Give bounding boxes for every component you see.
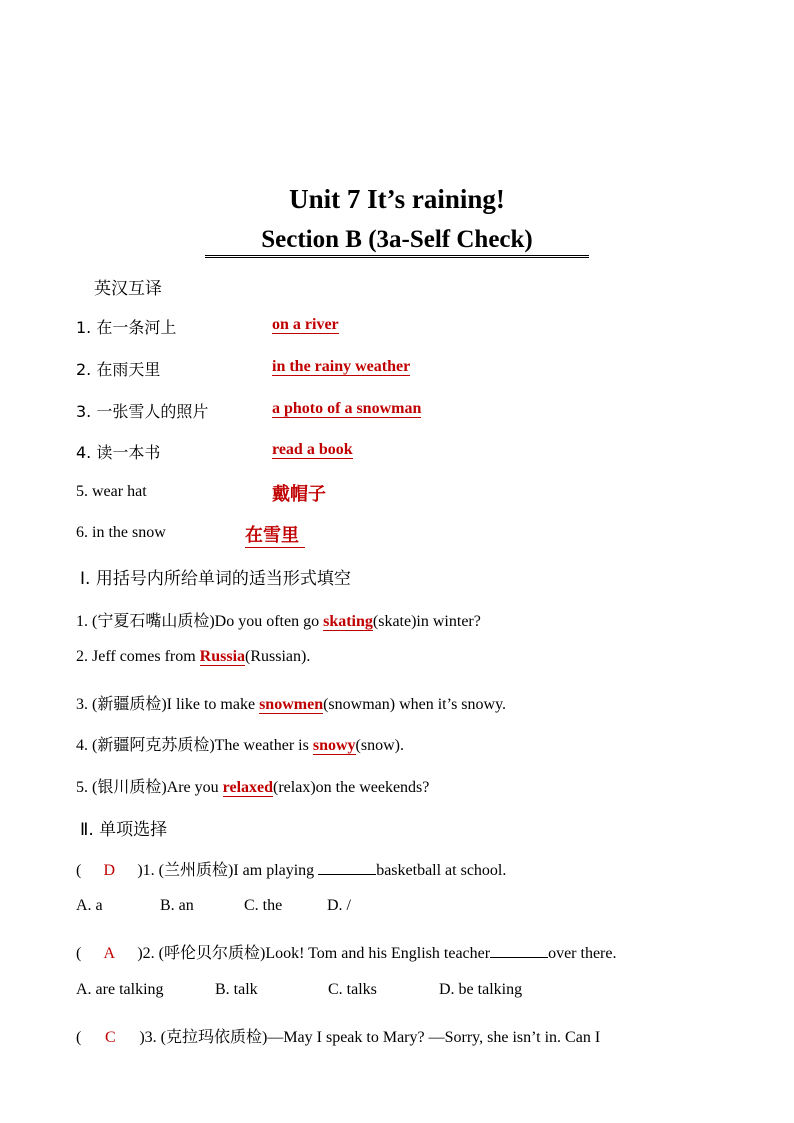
mc-answer-3: C	[104, 1029, 116, 1046]
vocab-question-4: 4. 读一本书	[76, 443, 161, 462]
mc-option-1b: B. an	[160, 897, 194, 914]
part2-heading: Ⅱ. 单项选择	[80, 820, 168, 840]
mc-option-1d: D. /	[327, 897, 351, 914]
mc-question-3: ( C )3. (克拉玛依质检)—May I speak to Mary? —Sorry, she isn’t in. Can I	[76, 1029, 601, 1046]
mc-option-2c: C. talks	[328, 981, 377, 998]
answer-blank	[490, 943, 548, 958]
vocab-answer-1: on a river	[272, 316, 339, 333]
section-title: Section B (3a-Self Check)	[205, 226, 589, 258]
mc-answer-2: A	[103, 945, 116, 962]
mc-question-1: ( D )1. (兰州质检)I am playing basketball at school.	[76, 862, 507, 879]
mc-answer-1: D	[103, 862, 116, 879]
unit-title: Unit 7 It’s raining!	[289, 184, 505, 214]
vocab-question-3: 3. 一张雪人的照片	[76, 402, 209, 421]
answer-blank	[318, 860, 376, 875]
vocab-heading: 英汉互译	[94, 279, 162, 299]
vocab-question-1: 1. 在一条河上	[76, 318, 177, 337]
mc-option-2a: A. are talking	[76, 981, 164, 998]
fill-item-4: 4. (新疆阿克苏质检)The weather is snowy(snow).	[76, 737, 404, 754]
vocab-question-2: 2. 在雨天里	[76, 360, 161, 379]
fill-item-1: 1. (宁夏石嘴山质检)Do you often go skating(skate)in winter?	[76, 613, 481, 630]
mc-option-1a: A. a	[76, 897, 103, 914]
mc-option-1c: C. the	[244, 897, 283, 914]
fill-item-5: 5. (银川质检)Are you relaxed(relax)on the weekends?	[76, 779, 430, 796]
mc-question-2: ( A )2. (呼伦贝尔质检)Look! Tom and his English teacher over there.	[76, 945, 617, 962]
fill-item-2: 2. Jeff comes from Russia(Russian).	[76, 648, 311, 665]
vocab-answer-2: in the rainy weather	[272, 358, 411, 375]
part1-heading: Ⅰ. 用括号内所给单词的适当形式填空	[80, 569, 351, 589]
vocab-answer-6: 在雪里	[245, 521, 305, 548]
vocab-question-6: 6. in the snow	[76, 524, 166, 541]
vocab-question-5: 5. wear hat	[76, 483, 147, 500]
mc-option-2d: D. be talking	[439, 981, 523, 998]
fill-item-3: 3. (新疆质检)I like to make snowmen(snowman) when it’s snowy.	[76, 696, 507, 713]
mc-option-2b: B. talk	[215, 981, 258, 998]
vocab-answer-5: 戴帽子	[272, 484, 326, 505]
vocab-answer-4: read a book	[272, 441, 353, 458]
vocab-answer-3: a photo of a snowman	[272, 400, 422, 417]
